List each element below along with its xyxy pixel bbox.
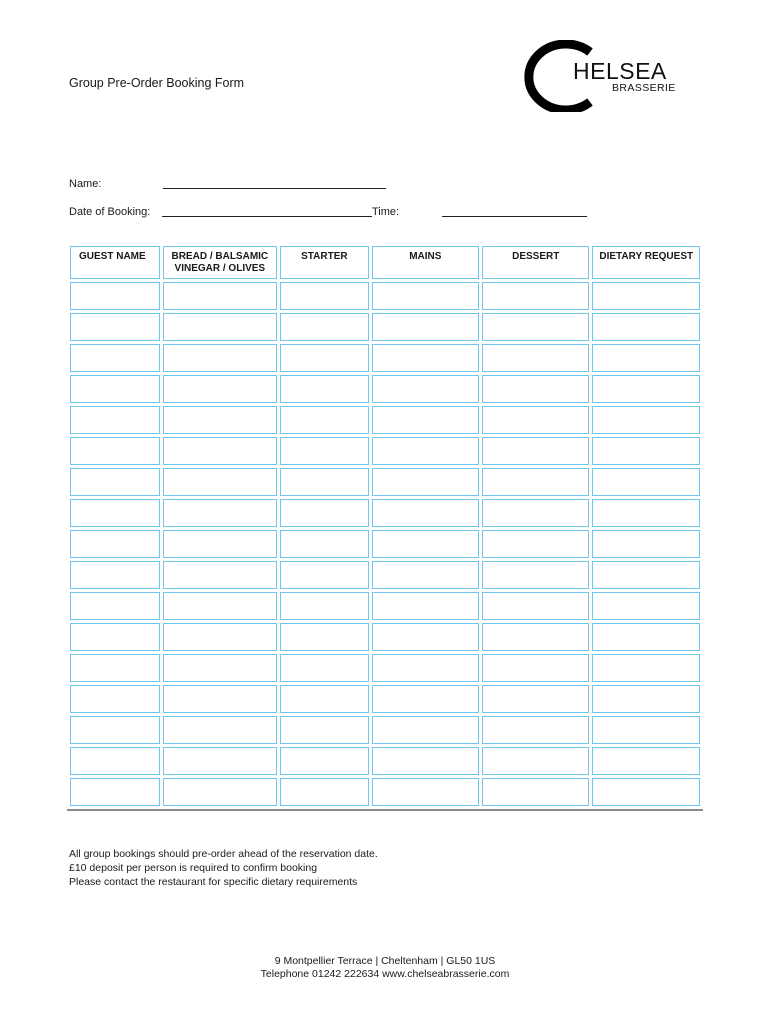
table-row (70, 437, 700, 465)
cell-starter[interactable] (280, 592, 369, 620)
cell-starter[interactable] (280, 685, 369, 713)
cell-guest-name[interactable] (70, 499, 160, 527)
table-row (70, 375, 700, 403)
table-row (70, 499, 700, 527)
cell-starter[interactable] (280, 406, 369, 434)
cell-starter[interactable] (280, 375, 369, 403)
cell-dessert[interactable] (482, 592, 589, 620)
cell-dietary-request[interactable] (592, 406, 700, 434)
cell-guest-name[interactable] (70, 685, 160, 713)
cell-bread[interactable] (163, 716, 277, 744)
cell-guest-name[interactable] (70, 654, 160, 682)
cell-dietary-request[interactable] (592, 499, 700, 527)
cell-dessert[interactable] (482, 344, 589, 372)
cell-dietary-request[interactable] (592, 747, 700, 775)
footer-address: 9 Montpellier Terrace | Cheltenham | GL50 1US (274, 955, 496, 967)
cell-dessert[interactable] (482, 437, 589, 465)
cell-dessert[interactable] (482, 654, 589, 682)
cell-dessert[interactable] (482, 375, 589, 403)
cell-mains[interactable] (372, 623, 479, 651)
cell-dessert[interactable] (482, 282, 589, 310)
table-row (70, 561, 700, 589)
header-bread-balsamic-olives: BREAD / BALSAMIC VINEGAR / OLIVES (163, 246, 277, 279)
header-dietary-request: DIETARY REQUEST (592, 246, 700, 279)
cell-bread[interactable] (163, 747, 277, 775)
header-guest-name: GUEST NAME (70, 246, 160, 279)
table-row (70, 623, 700, 651)
cell-starter[interactable] (280, 344, 369, 372)
logo-wordmark: HELSEA (573, 58, 667, 84)
cell-dessert[interactable] (482, 623, 589, 651)
cell-dietary-request[interactable] (592, 282, 700, 310)
table-row (70, 530, 700, 558)
footer (0, 955, 770, 981)
chelsea-brasserie-logo (506, 40, 678, 112)
cell-dessert[interactable] (482, 406, 589, 434)
cell-mains[interactable] (372, 282, 479, 310)
table-row (70, 282, 700, 310)
cell-starter[interactable] (280, 499, 369, 527)
cell-mains[interactable] (372, 468, 479, 496)
cell-bread[interactable] (163, 623, 277, 651)
cell-bread[interactable] (163, 685, 277, 713)
table-header-row (70, 246, 700, 279)
cell-starter[interactable] (280, 778, 369, 806)
cell-bread[interactable] (163, 406, 277, 434)
date-of-booking-input-line[interactable] (162, 216, 372, 217)
cell-mains[interactable] (372, 437, 479, 465)
table-row (70, 313, 700, 341)
name-label: Name: (69, 178, 102, 190)
cell-starter[interactable] (280, 282, 369, 310)
cell-dessert[interactable] (482, 313, 589, 341)
cell-bread[interactable] (163, 561, 277, 589)
cell-bread[interactable] (163, 375, 277, 403)
table-row (70, 406, 700, 434)
cell-guest-name[interactable] (70, 623, 160, 651)
cell-dietary-request[interactable] (592, 437, 700, 465)
pre-order-table (67, 243, 703, 811)
cell-mains[interactable] (372, 561, 479, 589)
table-row (70, 778, 700, 806)
cell-dietary-request[interactable] (592, 685, 700, 713)
cell-starter[interactable] (280, 437, 369, 465)
cell-dietary-request[interactable] (592, 623, 700, 651)
time-input-line[interactable] (442, 216, 587, 217)
cell-guest-name[interactable] (70, 282, 160, 310)
cell-dietary-request[interactable] (592, 716, 700, 744)
header-mains: MAINS (372, 246, 479, 279)
cell-dietary-request[interactable] (592, 313, 700, 341)
table-row (70, 685, 700, 713)
booking-notes (69, 847, 378, 889)
cell-dietary-request[interactable] (592, 592, 700, 620)
cell-bread[interactable] (163, 282, 277, 310)
header-starter: STARTER (280, 246, 369, 279)
cell-starter[interactable] (280, 561, 369, 589)
footer-contact: Telephone 01242 222634 www.chelseabrasserie.com (260, 968, 510, 980)
cell-guest-name[interactable] (70, 406, 160, 434)
cell-bread[interactable] (163, 499, 277, 527)
cell-mains[interactable] (372, 344, 479, 372)
cell-mains[interactable] (372, 654, 479, 682)
cell-mains[interactable] (372, 499, 479, 527)
cell-dietary-request[interactable] (592, 654, 700, 682)
cell-dietary-request[interactable] (592, 530, 700, 558)
cell-guest-name[interactable] (70, 747, 160, 775)
cell-starter[interactable] (280, 313, 369, 341)
cell-guest-name[interactable] (70, 592, 160, 620)
cell-guest-name[interactable] (70, 375, 160, 403)
name-input-line[interactable] (163, 188, 386, 189)
cell-mains[interactable] (372, 778, 479, 806)
note-dietary: Please contact the restaurant for specific dietary requirements (69, 876, 358, 888)
table-row (70, 654, 700, 682)
cell-starter[interactable] (280, 623, 369, 651)
cell-guest-name[interactable] (70, 344, 160, 372)
table-row (70, 747, 700, 775)
cell-dietary-request[interactable] (592, 468, 700, 496)
cell-bread[interactable] (163, 344, 277, 372)
cell-dessert[interactable] (482, 530, 589, 558)
cell-guest-name[interactable] (70, 716, 160, 744)
cell-mains[interactable] (372, 313, 479, 341)
cell-dessert[interactable] (482, 685, 589, 713)
cell-dessert[interactable] (482, 499, 589, 527)
cell-dietary-request[interactable] (592, 561, 700, 589)
cell-guest-name[interactable] (70, 561, 160, 589)
note-deposit: £10 deposit per person is required to confirm booking (69, 862, 318, 874)
table-row (70, 592, 700, 620)
cell-guest-name[interactable] (70, 778, 160, 806)
cell-dessert[interactable] (482, 778, 589, 806)
cell-dietary-request[interactable] (592, 344, 700, 372)
cell-starter[interactable] (280, 468, 369, 496)
table-row (70, 468, 700, 496)
cell-mains[interactable] (372, 406, 479, 434)
table-row (70, 344, 700, 372)
cell-starter[interactable] (280, 747, 369, 775)
cell-bread[interactable] (163, 778, 277, 806)
cell-guest-name[interactable] (70, 530, 160, 558)
cell-starter[interactable] (280, 530, 369, 558)
cell-dessert[interactable] (482, 468, 589, 496)
form-title: Group Pre-Order Booking Form (69, 76, 245, 90)
cell-bread[interactable] (163, 468, 277, 496)
cell-dessert[interactable] (482, 561, 589, 589)
cell-bread[interactable] (163, 313, 277, 341)
note-preorder: All group bookings should pre-order ahead of the reservation date. (69, 848, 378, 860)
cell-starter[interactable] (280, 716, 369, 744)
cell-mains[interactable] (372, 592, 479, 620)
logo-subtitle: BRASSERIE (612, 82, 676, 94)
cell-guest-name[interactable] (70, 313, 160, 341)
cell-mains[interactable] (372, 375, 479, 403)
cell-mains[interactable] (372, 530, 479, 558)
cell-starter[interactable] (280, 654, 369, 682)
cell-mains[interactable] (372, 685, 479, 713)
cell-dietary-request[interactable] (592, 778, 700, 806)
cell-bread[interactable] (163, 437, 277, 465)
date-of-booking-label: Date of Booking: (69, 206, 151, 218)
cell-bread[interactable] (163, 592, 277, 620)
table-body (70, 282, 700, 806)
cell-dessert[interactable] (482, 747, 589, 775)
table-row (70, 716, 700, 744)
cell-guest-name[interactable] (70, 437, 160, 465)
cell-dessert[interactable] (482, 716, 589, 744)
time-label: Time: (372, 206, 400, 218)
cell-mains[interactable] (372, 747, 479, 775)
cell-mains[interactable] (372, 716, 479, 744)
cell-bread[interactable] (163, 654, 277, 682)
cell-bread[interactable] (163, 530, 277, 558)
cell-dietary-request[interactable] (592, 375, 700, 403)
header-dessert: DESSERT (482, 246, 589, 279)
cell-guest-name[interactable] (70, 468, 160, 496)
